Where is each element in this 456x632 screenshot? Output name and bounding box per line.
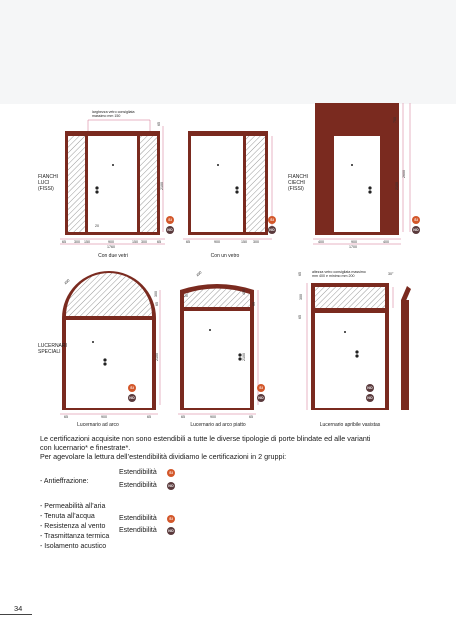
dim-label: 65 xyxy=(181,415,185,419)
label-fianchi-luci: FIANCHI LUCI (FISSI) xyxy=(38,174,58,192)
group1-ext2: Estendibilità xyxy=(119,482,157,489)
dim-label: 300 xyxy=(141,240,147,244)
dim-label: 150 xyxy=(132,240,138,244)
dim-label: 900 xyxy=(101,415,107,419)
dim-label: 2100 xyxy=(395,182,399,190)
group2-item: - Isolamento acustico xyxy=(40,543,107,550)
page-number-rule xyxy=(0,614,32,615)
page-number: 34 xyxy=(14,604,23,613)
dim-label: 65 xyxy=(298,315,302,319)
dim-label: 65 xyxy=(62,240,66,244)
dim-label: 65 xyxy=(64,415,68,419)
group2-ext2: Estendibilità xyxy=(119,527,157,534)
dim-label: 65 xyxy=(186,240,190,244)
dim-label: 400 xyxy=(318,240,324,244)
dim-label: 900 xyxy=(108,240,114,244)
caption-vasistas: Lucernario apribile vasistas xyxy=(319,422,381,428)
badge-si: SI xyxy=(167,515,175,523)
door-vasistas xyxy=(311,283,411,410)
group2-ext1: Estendibilità xyxy=(119,515,157,522)
note-glass-height: altezza vetro consigliata massimo mm 400 e minimo mm 200 xyxy=(312,270,366,279)
group2-item: - Tenuta all’acqua xyxy=(40,513,95,520)
dim-label: 65 xyxy=(157,240,161,244)
dim-label: 65 xyxy=(157,122,161,126)
dim-label: 450 xyxy=(242,289,246,295)
dim-label: 30° xyxy=(388,272,394,276)
dim-label: 150 xyxy=(84,240,90,244)
dim-label: 65 xyxy=(252,302,256,306)
caption-two-glasses: Con due vetri xyxy=(98,253,128,259)
dim-label: 65 xyxy=(155,302,159,306)
badge-no: NO xyxy=(168,529,174,533)
dim-label: 700 xyxy=(393,117,397,123)
dim-label: 300 xyxy=(154,291,158,297)
badge-si: SI xyxy=(167,469,175,477)
dim-label: 2100 xyxy=(242,353,246,361)
dim-label: 300 xyxy=(253,240,259,244)
dim-label: 400 xyxy=(383,240,389,244)
paragraph: Per agevolare la lettura dell’estendibilità dividiamo le certificazioni in 2 gruppi: xyxy=(40,452,287,461)
badge-si: SI xyxy=(268,216,276,224)
door-arch xyxy=(62,271,156,410)
caption-arch: Lucernario ad arco xyxy=(77,422,119,428)
door-one-glass xyxy=(188,131,268,235)
dim-label: 1760 xyxy=(107,245,115,249)
door-flat-arch xyxy=(180,284,254,410)
badge-si: SI xyxy=(412,216,420,224)
dim-label: 1700 xyxy=(349,245,357,249)
badge-no: NO xyxy=(367,396,373,400)
label-fianchi-ciechi: FIANCHI CIECHI (FISSI) xyxy=(288,174,308,192)
group1-ext1: Estendibilità xyxy=(119,469,157,476)
dim-label: 450 xyxy=(195,270,203,278)
caption-flat-arch: Lucernario ad arco piatto xyxy=(190,422,246,428)
dim-label: 900 xyxy=(210,415,216,419)
badge-no: NO xyxy=(413,228,419,232)
badge-no: NO xyxy=(258,396,264,400)
dim-label: 300 xyxy=(299,294,303,300)
badge-no: NO xyxy=(167,228,173,232)
dim-label: 20 xyxy=(95,224,99,228)
dim-label: 65 xyxy=(249,415,253,419)
dim-label: 450 xyxy=(63,278,71,286)
badge-si: SI xyxy=(257,384,265,392)
dim-label: 300 xyxy=(74,240,80,244)
group2-item: - Resistenza al vento xyxy=(40,523,106,530)
paragraph: con lucernario* e finestrate*. xyxy=(40,443,131,452)
door-blind-panels xyxy=(315,103,399,235)
note-glass-width: larghezza vetro consigliata massimo mm 150 xyxy=(92,110,135,119)
paragraph: Le certificazioni acquisite non sono estendibili a tutte le diverse tipologie di porte blindate ed alle varianti xyxy=(40,434,371,443)
dim-label: 20 xyxy=(184,294,188,298)
dim-label: 2600 xyxy=(402,170,406,178)
group2-item: - Trasmittanza termica xyxy=(40,533,110,540)
badge-no: NO xyxy=(168,484,174,488)
dim-label: 900 xyxy=(214,240,220,244)
badge-no: NO xyxy=(367,386,373,390)
dim-label: 2100 xyxy=(160,182,164,190)
badge-no: NO xyxy=(269,228,275,232)
badge-no: NO xyxy=(129,396,135,400)
dim-label: 150 xyxy=(241,240,247,244)
dim-label: 900 xyxy=(351,240,357,244)
dim-label: 65 xyxy=(147,415,151,419)
dim-label: 65 xyxy=(298,272,302,276)
label-lucernari: LUCERNARI SPECIALI xyxy=(38,343,67,355)
caption-one-glass: Con un vetro xyxy=(210,253,240,259)
badge-si: SI xyxy=(128,384,136,392)
badge-si: SI xyxy=(166,216,174,224)
dim-label: 2100 xyxy=(155,353,159,361)
group1-label: - Antieffrazione: xyxy=(40,478,89,485)
group2-item: - Permeabilità all’aria xyxy=(40,503,106,510)
door-two-glasses xyxy=(65,131,160,235)
